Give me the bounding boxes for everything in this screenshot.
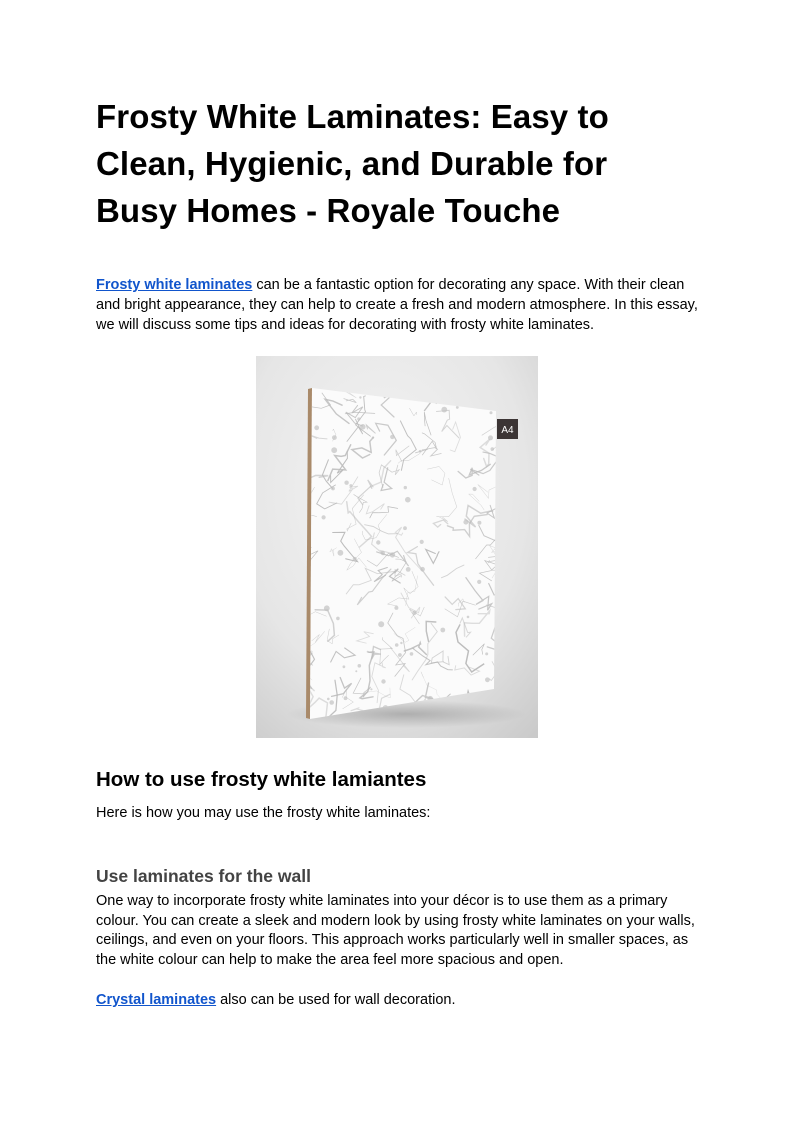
marble-speck xyxy=(376,540,380,544)
marble-speck xyxy=(419,450,422,453)
marble-speck xyxy=(403,526,407,530)
marble-speck xyxy=(367,651,369,653)
marble-speck xyxy=(327,698,330,701)
frosty-white-laminates-link[interactable]: Frosty white laminates xyxy=(96,277,253,293)
crystal-text: also can be used for wall decoration. xyxy=(216,992,456,1008)
crystal-paragraph xyxy=(96,990,456,1010)
marble-speck xyxy=(390,552,395,557)
marble-speck xyxy=(456,406,459,409)
marble-speck xyxy=(467,616,470,619)
marble-speck xyxy=(378,621,384,627)
page-title: Frosty White Laminates: Easy to Clean, Hygienic, and Durable for Busy Homes - Royale Touche xyxy=(96,98,609,229)
marble-speck xyxy=(331,447,337,453)
marble-speck xyxy=(420,540,424,544)
section-heading-how-to-use: How to use frosty white lamiantes xyxy=(96,768,427,791)
marble-speck xyxy=(441,407,447,413)
wall-paragraph: One way to incorporate frosty white laminates into your décor is to use them as a primary colour. You can create a sleek and modern look by using frosty white laminates on your walls, ceilings, and even on your floors. This approach works particularly well in smaller spaces, as the white colour can help to make the area feel more spacious and open. xyxy=(96,893,695,968)
section-heading-wall: Use laminates for the wall xyxy=(96,866,311,886)
marble-speck xyxy=(394,606,398,610)
marble-speck xyxy=(398,653,402,657)
marble-speck xyxy=(353,557,357,561)
marble-speck xyxy=(344,481,348,485)
marble-speck xyxy=(400,642,402,644)
marble-speck xyxy=(372,437,374,439)
marble-speck xyxy=(343,665,346,668)
marble-speck xyxy=(360,424,366,430)
marble-speck xyxy=(381,551,385,555)
marble-speck xyxy=(477,521,481,525)
marble-speck xyxy=(336,617,340,621)
marble-speck xyxy=(440,628,445,633)
marble-speck xyxy=(405,497,411,503)
crystal-laminates-link[interactable]: Crystal laminates xyxy=(96,992,217,1008)
laminate-sample-illustration xyxy=(256,356,538,738)
marble-speck xyxy=(488,435,493,440)
marble-speck xyxy=(420,567,425,572)
marble-speck xyxy=(314,425,319,430)
marble-speck xyxy=(490,411,493,414)
marble-speck xyxy=(381,679,385,683)
marble-speck xyxy=(329,700,334,705)
marble-speck xyxy=(359,396,361,398)
marble-speck xyxy=(357,417,360,420)
intro-text: can be a fantastic option for decorating any space. With their clean and bright appearance, they can help to create a fresh and modern atmosphere. In this essay, we will discuss some tips and ideas for decorating with frosty white laminates. xyxy=(96,277,698,333)
marble-speck xyxy=(344,696,348,700)
marble-speck xyxy=(332,435,337,440)
marble-speck xyxy=(322,515,326,519)
marble-speck xyxy=(404,486,407,489)
marble-speck xyxy=(324,605,330,611)
marble-speck xyxy=(390,435,394,439)
marble-speck xyxy=(477,580,481,584)
marble-speck xyxy=(331,487,335,491)
marble-speck xyxy=(485,652,488,655)
marble-speck xyxy=(491,447,495,451)
marble-speck xyxy=(338,550,344,556)
marble-speck xyxy=(473,487,477,491)
marble-speck xyxy=(355,670,357,672)
marble-speck xyxy=(463,520,468,525)
marble-speck xyxy=(485,677,490,682)
marble-speck xyxy=(406,567,411,572)
marble-speck xyxy=(410,652,414,656)
laminate-sample-image xyxy=(256,356,538,738)
marble-speck xyxy=(412,611,416,615)
size-badge-label: A4 xyxy=(501,425,514,436)
marble-speck xyxy=(349,484,352,487)
marble-speck xyxy=(395,643,399,647)
marble-speck xyxy=(358,664,362,668)
how-to-use-text: Here is how you may use the frosty white laminates: xyxy=(96,805,431,821)
intro-paragraph xyxy=(96,275,702,335)
marble-speck xyxy=(370,688,372,690)
